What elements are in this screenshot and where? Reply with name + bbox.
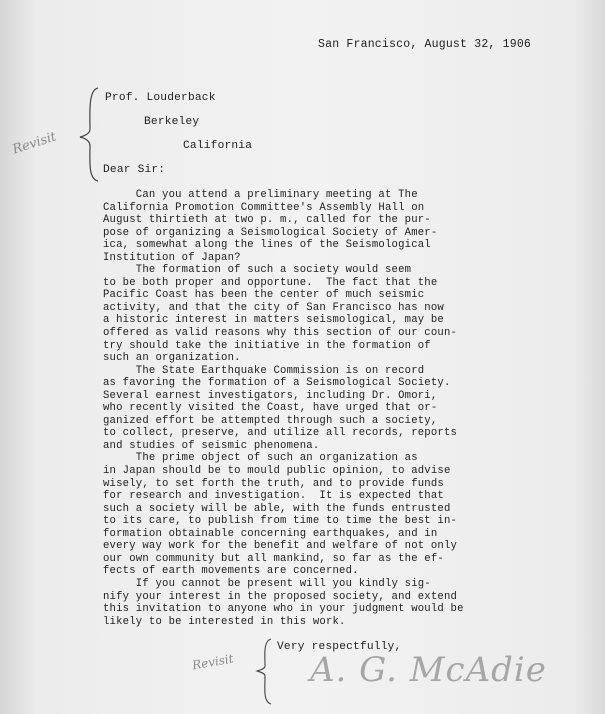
body-line: California Promotion Committee's Assembly Hall on <box>103 201 425 214</box>
body-line: ica, somewhat along the lines of the Seismological <box>103 239 431 252</box>
body-line: offered as valid reasons why this section of our coun- <box>103 327 458 340</box>
body-line: formation obtainable concerning earthquakes, and in <box>103 527 438 540</box>
body-line: nify your interest in the proposed society, and extend <box>103 590 458 603</box>
body-line: try should take the initiative in the formation of <box>103 339 431 352</box>
body-line: as favoring the formation of a Seismological Society. <box>103 377 451 390</box>
body-line: this invitation to anyone who in your judgment would be <box>103 603 464 616</box>
body-line: Can you attend a preliminary meeting at The <box>103 189 418 201</box>
body-line: pose of organizing a Seismological Society of Amer- <box>103 226 438 239</box>
closing-brace <box>255 636 275 706</box>
body-line: Several earnest investigators, including Dr. Omori, <box>103 389 438 402</box>
salutation: Dear Sir: <box>103 164 166 176</box>
recipient-name: Prof. Louderback <box>105 92 216 104</box>
body-line: to collect, preserve, and utilize all records, reports <box>103 427 458 440</box>
signature: A. G. McAdie <box>310 650 547 690</box>
body-line: such an organization. <box>103 352 241 365</box>
letter-date: San Francisco, August 32, 1906 <box>318 38 532 51</box>
address-brace <box>78 84 102 184</box>
body-line: If you cannot be present will you kindly sig- <box>103 577 431 590</box>
body-line: wisely, to set forth the truth, and to provide funds <box>103 477 444 490</box>
body-line: August thirtieth at two p. m., called for the pur- <box>103 214 431 227</box>
handwritten-note-top: Revisit <box>10 129 59 158</box>
body-line: such a society will be able, with the funds entrusted <box>103 502 451 515</box>
body-line: The State Earthquake Commission is on record <box>103 364 425 377</box>
body-line: a historic interest in matters seismological, may be <box>103 314 444 327</box>
letter-body <box>103 189 464 628</box>
body-line: in Japan should be to mould public opinion, to advise <box>103 465 451 478</box>
body-line: to be both proper and opportune. The fact that the <box>103 276 438 289</box>
body-line: who recently visited the Coast, have urged that or- <box>103 402 438 415</box>
body-line: likely to be interested in this work. <box>103 615 346 628</box>
body-line: ganized effort be attempted through such a society, <box>103 414 438 427</box>
body-line: Institution of Japan? <box>103 251 241 264</box>
body-line: every way work for the benefit and welfare of not only <box>103 540 458 553</box>
body-line: to its care, to publish from time to time the best in- <box>103 515 458 528</box>
body-line: Pacific Coast has been the center of much seismic <box>103 289 425 302</box>
body-line: our own community but all mankind, so far as the ef- <box>103 552 444 565</box>
recipient-city: Berkeley <box>144 116 200 128</box>
body-line: activity, and that the city of San Francisco has now <box>103 301 444 314</box>
closing: Very respectfully, <box>277 641 402 653</box>
body-line: and studies of seismic phenomena. <box>103 439 320 452</box>
recipient-state: California <box>183 140 253 152</box>
body-line: fects of earth movements are concerned. <box>103 565 359 578</box>
body-line: The prime object of such an organization as <box>103 452 418 465</box>
handwritten-note-bottom: Revisit <box>191 651 235 673</box>
body-line: for research and investigation. It is expected that <box>103 490 444 503</box>
body-line: The formation of such a society would seem <box>103 264 412 277</box>
